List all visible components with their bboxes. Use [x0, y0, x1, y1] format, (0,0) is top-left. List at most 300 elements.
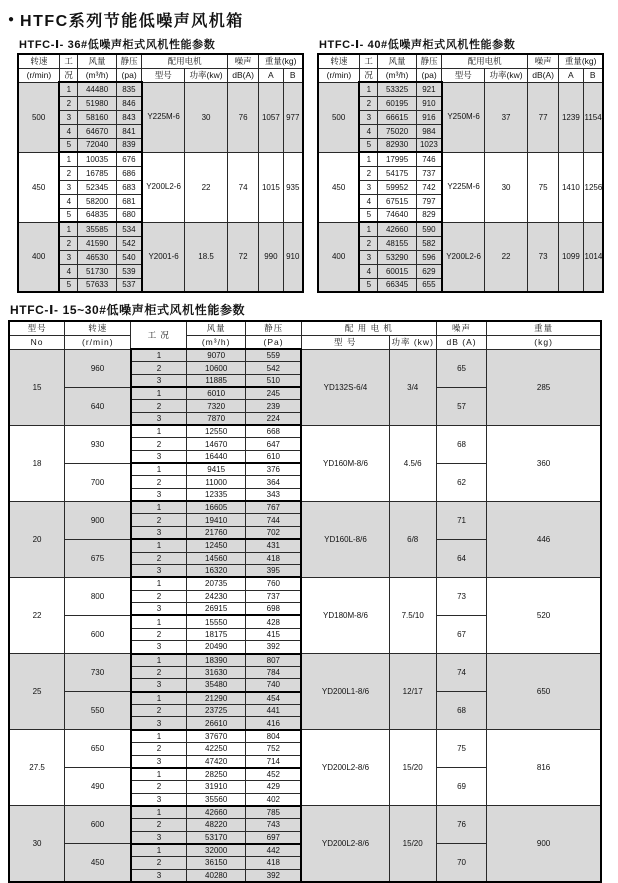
condition-cell: 2 [131, 628, 187, 641]
top-tables [17, 36, 612, 293]
motor-model-cell: Y225M-6 [142, 82, 185, 152]
header-cell: 型号 [9, 321, 65, 335]
flow-cell: 44480 [78, 82, 116, 96]
pressure-cell: 686 [116, 166, 142, 180]
pressure-cell: 744 [246, 514, 302, 527]
condition-cell: 3 [359, 110, 378, 124]
pressure-cell: 452 [246, 768, 302, 781]
pressure-cell: 746 [416, 152, 442, 166]
header-cell: 转速 [65, 321, 131, 335]
table-row [9, 730, 601, 743]
noise-cell: 73 [436, 577, 486, 615]
pressure-cell: 542 [246, 362, 302, 375]
pressure-cell: 392 [246, 869, 302, 882]
flow-cell: 53170 [187, 831, 246, 844]
condition-cell: 3 [131, 755, 187, 768]
pressure-cell: 760 [246, 577, 302, 590]
header-unit-cell: (pa) [116, 68, 142, 82]
header-row-1 [18, 54, 303, 68]
pressure-cell: 742 [416, 180, 442, 194]
header-cell: 噪声 [436, 321, 486, 335]
header-row-1 [318, 54, 603, 68]
pressure-cell: 714 [246, 755, 302, 768]
condition-cell: 1 [359, 82, 378, 96]
condition-cell: 1 [59, 152, 78, 166]
condition-cell: 1 [131, 615, 187, 628]
noise-cell: 67 [436, 615, 486, 653]
header-cell: 配用电机 [442, 54, 528, 68]
header-row-2 [9, 335, 601, 349]
pressure-cell: 839 [116, 138, 142, 152]
condition-cell: 3 [131, 641, 187, 654]
power-cell: 15/20 [389, 730, 436, 806]
speed-cell: 450 [18, 152, 59, 222]
flow-cell: 24230 [187, 590, 246, 603]
pressure-cell: 343 [246, 489, 302, 502]
model-no-cell: 25 [9, 654, 65, 730]
noise-cell: 65 [436, 349, 486, 387]
condition-cell: 2 [131, 857, 187, 870]
header-unit-cell: (r/min) [18, 68, 59, 82]
pressure-cell: 683 [116, 180, 142, 194]
condition-cell: 3 [131, 679, 187, 692]
noise-cell: 75 [527, 152, 558, 222]
model-no-cell: 18 [9, 425, 65, 501]
motor-model-cell: YD200L2-8/6 [301, 730, 389, 806]
header-cell: 工 [59, 54, 78, 68]
noise-cell: 72 [227, 222, 258, 292]
header-unit-cell: A [559, 68, 583, 82]
pressure-cell: 441 [246, 704, 302, 717]
pressure-cell: 697 [246, 831, 302, 844]
flow-cell: 21760 [187, 527, 246, 540]
condition-cell: 2 [131, 590, 187, 603]
table-36 [17, 53, 304, 293]
flow-cell: 28250 [187, 768, 246, 781]
model-no-cell: 15 [9, 349, 65, 425]
condition-cell: 3 [359, 180, 378, 194]
flow-cell: 16785 [78, 166, 116, 180]
condition-cell: 1 [131, 654, 187, 667]
speed-cell: 900 [65, 501, 131, 539]
condition-cell: 1 [131, 806, 187, 819]
header-cell: 重量 [487, 321, 601, 335]
noise-cell: 76 [436, 806, 486, 844]
pressure-cell: 428 [246, 615, 302, 628]
flow-cell: 66615 [378, 110, 416, 124]
flow-cell: 32000 [187, 844, 246, 857]
pressure-cell: 376 [246, 463, 302, 476]
table-row [18, 222, 303, 236]
motor-model-cell: Y2001-6 [142, 222, 185, 292]
flow-cell: 14670 [187, 438, 246, 451]
pressure-cell: 539 [116, 264, 142, 278]
header-cell: 转速 [318, 54, 359, 68]
flow-cell: 17995 [378, 152, 416, 166]
power-cell: 3/4 [389, 349, 436, 425]
flow-cell: 10600 [187, 362, 246, 375]
condition-cell: 1 [131, 692, 187, 705]
header-cell: 噪声 [227, 54, 258, 68]
flow-cell: 54175 [378, 166, 416, 180]
speed-cell: 500 [318, 82, 359, 152]
pressure-cell: 743 [246, 818, 302, 831]
motor-model-cell: YD160M-8/6 [301, 425, 389, 501]
speed-cell: 640 [65, 387, 131, 425]
speed-cell: 550 [65, 692, 131, 730]
header-unit-cell: (r/min) [65, 335, 131, 349]
flow-cell: 31630 [187, 666, 246, 679]
flow-cell: 57633 [78, 278, 116, 292]
condition-cell: 3 [131, 489, 187, 502]
table-row [318, 152, 603, 166]
header-cell: 静压 [416, 54, 442, 68]
table-row [9, 654, 601, 667]
header-unit-cell: 况 [359, 68, 378, 82]
condition-cell: 1 [131, 463, 187, 476]
flow-cell: 42660 [378, 222, 416, 236]
title-row [8, 8, 612, 31]
power-cell: 22 [485, 222, 528, 292]
flow-cell: 20490 [187, 641, 246, 654]
flow-cell: 41590 [78, 236, 116, 250]
pressure-cell: 629 [416, 264, 442, 278]
condition-cell: 2 [59, 96, 78, 110]
pressure-cell: 737 [246, 590, 302, 603]
condition-cell: 4 [59, 124, 78, 138]
speed-cell: 450 [65, 844, 131, 882]
speed-cell: 600 [65, 806, 131, 844]
pressure-cell: 785 [246, 806, 302, 819]
condition-cell: 2 [131, 476, 187, 489]
header-cell: 重量(kg) [259, 54, 303, 68]
pressure-cell: 542 [116, 236, 142, 250]
condition-cell: 2 [131, 818, 187, 831]
flow-cell: 64670 [78, 124, 116, 138]
header-cell: 静压 [246, 321, 302, 335]
flow-cell: 53290 [378, 250, 416, 264]
pressure-cell: 737 [416, 166, 442, 180]
flow-cell: 11885 [187, 374, 246, 387]
speed-cell: 450 [318, 152, 359, 222]
pressure-cell: 680 [116, 208, 142, 222]
header-cell: 静压 [116, 54, 142, 68]
noise-cell: 70 [436, 844, 486, 882]
condition-cell: 2 [359, 166, 378, 180]
motor-model-cell: YD200L1-8/6 [301, 654, 389, 730]
condition-cell: 3 [131, 412, 187, 425]
flow-cell: 58160 [78, 110, 116, 124]
flow-cell: 20735 [187, 577, 246, 590]
pressure-cell: 702 [246, 527, 302, 540]
condition-cell: 3 [131, 451, 187, 464]
noise-cell: 74 [227, 152, 258, 222]
pressure-cell: 431 [246, 539, 302, 552]
flow-cell: 74640 [378, 208, 416, 222]
flow-cell: 16440 [187, 451, 246, 464]
condition-cell: 1 [131, 387, 187, 400]
header-unit-cell: (r/min) [318, 68, 359, 82]
header-row-1 [9, 321, 601, 335]
header-cell: 风量 [78, 54, 116, 68]
condition-cell: 5 [359, 138, 378, 152]
flow-cell: 7870 [187, 412, 246, 425]
pressure-cell: 807 [246, 654, 302, 667]
header-cell: 转速 [18, 54, 59, 68]
condition-cell: 5 [359, 208, 378, 222]
header-unit-cell: B [583, 68, 603, 82]
pressure-cell: 415 [246, 628, 302, 641]
condition-cell: 3 [131, 565, 187, 578]
flow-cell: 36150 [187, 857, 246, 870]
flow-cell: 12450 [187, 539, 246, 552]
condition-cell: 2 [131, 742, 187, 755]
flow-cell: 58200 [78, 194, 116, 208]
flow-cell: 51730 [78, 264, 116, 278]
header-unit-cell: 功率(kw) [485, 68, 528, 82]
header-unit-cell: 况 [59, 68, 78, 82]
page-title: HTFC系列节能低噪声风机箱 [20, 13, 244, 30]
pressure-cell: 610 [246, 451, 302, 464]
table-row [9, 501, 601, 514]
header-unit-cell: 功率 (kw) [389, 335, 436, 349]
condition-cell: 2 [131, 666, 187, 679]
condition-cell: 2 [131, 780, 187, 793]
condition-cell: 1 [59, 82, 78, 96]
table-40-section [317, 36, 604, 293]
pressure-cell: 1023 [416, 138, 442, 152]
noise-cell: 75 [436, 730, 486, 768]
header-unit-cell: No [9, 335, 65, 349]
power-cell: 18.5 [185, 222, 228, 292]
flow-cell: 47420 [187, 755, 246, 768]
condition-cell: 2 [59, 236, 78, 250]
header-cell: 配用电机 [142, 54, 228, 68]
flow-cell: 6010 [187, 387, 246, 400]
weight-a-cell: 1057 [259, 82, 283, 152]
power-cell: 22 [185, 152, 228, 222]
header-unit-cell: 型号 [442, 68, 485, 82]
table-row [18, 152, 303, 166]
weight-cell: 520 [487, 577, 601, 653]
model-no-cell: 30 [9, 806, 65, 882]
flow-cell: 15550 [187, 615, 246, 628]
pressure-cell: 418 [246, 857, 302, 870]
weight-cell: 360 [487, 425, 601, 501]
condition-cell: 3 [131, 717, 187, 730]
motor-model-cell: YD132S-6/4 [301, 349, 389, 425]
header-unit-cell: (m³/h) [187, 335, 246, 349]
model-no-cell: 27.5 [9, 730, 65, 806]
header-unit-cell: dB(A) [527, 68, 558, 82]
pressure-cell: 534 [116, 222, 142, 236]
motor-model-cell: Y250M-6 [442, 82, 485, 152]
pressure-cell: 910 [416, 96, 442, 110]
flow-cell: 11000 [187, 476, 246, 489]
speed-cell: 600 [65, 615, 131, 653]
condition-cell: 4 [59, 194, 78, 208]
weight-a-cell: 1099 [559, 222, 583, 292]
condition-cell: 3 [131, 374, 187, 387]
condition-cell: 2 [131, 514, 187, 527]
flow-cell: 35480 [187, 679, 246, 692]
pressure-cell: 590 [416, 222, 442, 236]
condition-cell: 2 [359, 236, 378, 250]
flow-cell: 26610 [187, 717, 246, 730]
condition-cell: 4 [359, 194, 378, 208]
weight-cell: 650 [487, 654, 601, 730]
pressure-cell: 395 [246, 565, 302, 578]
header-unit-cell: (m³/h) [78, 68, 116, 82]
pressure-cell: 681 [116, 194, 142, 208]
condition-cell: 3 [59, 110, 78, 124]
flow-cell: 72040 [78, 138, 116, 152]
noise-cell: 57 [436, 387, 486, 425]
pressure-cell: 647 [246, 438, 302, 451]
flow-cell: 53325 [378, 82, 416, 96]
pressure-cell: 797 [416, 194, 442, 208]
pressure-cell: 655 [416, 278, 442, 292]
condition-cell: 1 [131, 730, 187, 743]
flow-cell: 31910 [187, 780, 246, 793]
flow-cell: 60195 [378, 96, 416, 110]
table-36-section [17, 36, 304, 293]
pressure-cell: 841 [116, 124, 142, 138]
header-unit-cell: (kg) [487, 335, 601, 349]
header-cell: 风量 [378, 54, 416, 68]
pressure-cell: 239 [246, 400, 302, 413]
weight-a-cell: 990 [259, 222, 283, 292]
table-row [318, 222, 603, 236]
flow-cell: 48155 [378, 236, 416, 250]
header-unit-cell: B [283, 68, 303, 82]
pressure-cell: 829 [416, 208, 442, 222]
flow-cell: 46530 [78, 250, 116, 264]
pressure-cell: 559 [246, 349, 302, 362]
header-cell: 噪声 [527, 54, 558, 68]
pressure-cell: 596 [416, 250, 442, 264]
condition-cell: 3 [131, 831, 187, 844]
header-unit-cell: (pa) [416, 68, 442, 82]
header-unit-cell: 型 号 [301, 335, 389, 349]
speed-cell: 730 [65, 654, 131, 692]
flow-cell: 37670 [187, 730, 246, 743]
flow-cell: 18175 [187, 628, 246, 641]
flow-cell: 7320 [187, 400, 246, 413]
motor-model-cell: Y225M-6 [442, 152, 485, 222]
pressure-cell: 921 [416, 82, 442, 96]
flow-cell: 21290 [187, 692, 246, 705]
speed-cell: 960 [65, 349, 131, 387]
pressure-cell: 804 [246, 730, 302, 743]
noise-cell: 71 [436, 501, 486, 539]
motor-model-cell: Y200L2-6 [142, 152, 185, 222]
condition-cell: 2 [131, 704, 187, 717]
speed-cell: 500 [18, 82, 59, 152]
pressure-cell: 784 [246, 666, 302, 679]
table-40-caption: HTFC-Ⅰ- 40#低噪声柜式风机性能参数 [319, 39, 516, 51]
flow-cell: 35560 [187, 793, 246, 806]
pressure-cell: 916 [416, 110, 442, 124]
motor-model-cell: YD200L2-8/6 [301, 806, 389, 882]
condition-cell: 2 [131, 362, 187, 375]
flow-cell: 75020 [378, 124, 416, 138]
bullet-icon: ● [8, 13, 15, 25]
weight-b-cell: 935 [283, 152, 303, 222]
flow-cell: 18390 [187, 654, 246, 667]
pressure-cell: 698 [246, 603, 302, 616]
flow-cell: 19410 [187, 514, 246, 527]
table-row [9, 349, 601, 362]
weight-a-cell: 1239 [559, 82, 583, 152]
pressure-cell: 835 [116, 82, 142, 96]
header-unit-cell: A [259, 68, 283, 82]
flow-cell: 42660 [187, 806, 246, 819]
speed-cell: 490 [65, 768, 131, 806]
pressure-cell: 364 [246, 476, 302, 489]
pressure-cell: 668 [246, 425, 302, 438]
table-40 [317, 53, 604, 293]
pressure-cell: 454 [246, 692, 302, 705]
condition-cell: 1 [59, 222, 78, 236]
condition-cell: 1 [131, 501, 187, 514]
flow-cell: 59952 [378, 180, 416, 194]
weight-cell: 900 [487, 806, 601, 882]
model-no-cell: 22 [9, 577, 65, 653]
speed-cell: 400 [318, 222, 359, 292]
weight-b-cell: 1154 [583, 82, 603, 152]
flow-cell: 64835 [78, 208, 116, 222]
header-cell: 工 况 [131, 321, 187, 349]
flow-cell: 35585 [78, 222, 116, 236]
weight-b-cell: 1014 [583, 222, 603, 292]
flow-cell: 42250 [187, 742, 246, 755]
speed-cell: 800 [65, 577, 131, 615]
speed-cell: 650 [65, 730, 131, 768]
table-row [318, 82, 603, 96]
noise-cell: 77 [527, 82, 558, 152]
condition-cell: 3 [59, 180, 78, 194]
condition-cell: 5 [359, 278, 378, 292]
flow-cell: 10035 [78, 152, 116, 166]
condition-cell: 1 [359, 152, 378, 166]
table-row [18, 82, 303, 96]
pressure-cell: 537 [116, 278, 142, 292]
power-cell: 6/8 [389, 501, 436, 577]
noise-cell: 68 [436, 692, 486, 730]
table-row [9, 806, 601, 819]
table-15-30-section [8, 301, 612, 883]
condition-cell: 1 [359, 222, 378, 236]
noise-cell: 76 [227, 82, 258, 152]
pressure-cell: 392 [246, 641, 302, 654]
weight-cell: 285 [487, 349, 601, 425]
condition-cell: 3 [359, 250, 378, 264]
pressure-cell: 752 [246, 742, 302, 755]
pressure-cell: 418 [246, 552, 302, 565]
flow-cell: 16605 [187, 501, 246, 514]
power-cell: 30 [485, 152, 528, 222]
weight-b-cell: 1256 [583, 152, 603, 222]
header-row-2 [18, 68, 303, 82]
flow-cell: 82930 [378, 138, 416, 152]
condition-cell: 2 [59, 166, 78, 180]
noise-cell: 68 [436, 425, 486, 463]
header-unit-cell: dB(A) [227, 68, 258, 82]
pressure-cell: 740 [246, 679, 302, 692]
condition-cell: 1 [131, 349, 187, 362]
flow-cell: 9415 [187, 463, 246, 476]
